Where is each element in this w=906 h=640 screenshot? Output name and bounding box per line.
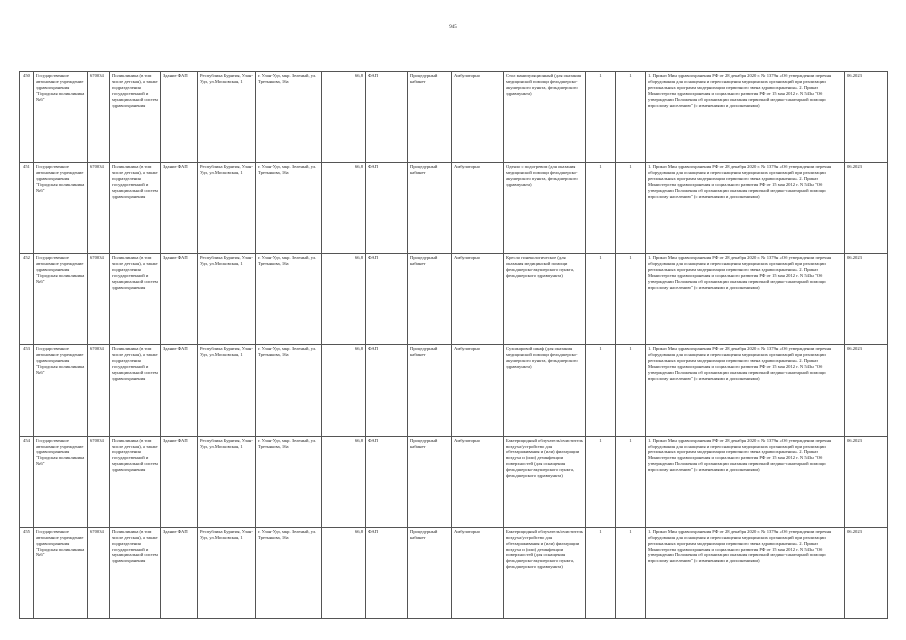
cell-quantity-available: 1 — [616, 436, 646, 527]
cell-address: г. Улан-Удэ, мкр. Зеленый, ул. Третьякова, 16а — [256, 436, 322, 527]
cell-equipment: Бактерицидный облучатель/очиститель воздуха/устройство для обеззараживания и (или) фильтрации воздуха и (или) дезинфекции поверхностей (для оснащения фельдшерско-акушерского пункта, фельдшерского здравпункта) — [504, 527, 586, 618]
cell-organization: Государственное автономное учреждение здравоохранения "Городская поликлиника №6" — [34, 436, 88, 527]
cell-address: г. Улан-Удэ, мкр. Зеленый, ул. Третьякова, 16а — [256, 527, 322, 618]
cell-row-number: 450 — [20, 72, 34, 163]
cell-row-number: 454 — [20, 436, 34, 527]
cell-equipment: Бактерицидный облучатель/очиститель воздуха/устройство для обеззараживания и (или) фильтрации воздуха и (или) дезинфекции поверхностей (для оснащения фельдшерско-акушерского пункта, фельдшерского здравпункта) — [504, 436, 586, 527]
cell-postal-code: 670034 — [88, 527, 110, 618]
cell-room: Процедурный кабинет — [408, 163, 452, 254]
cell-quantity-required: 1 — [586, 254, 616, 345]
cell-location: Республика Бурятия, Улан-Удэ, ул.Московская, 1 — [198, 163, 256, 254]
cell-building: Здание ФАП — [161, 527, 198, 618]
cell-date: 06.2023 — [845, 163, 888, 254]
equipment-register-table — [19, 71, 888, 619]
cell-date: 06.2023 — [845, 527, 888, 618]
cell-area: 66,8 — [322, 254, 366, 345]
cell-equipment: Кресло гинекологическое (для оказания медицинской помощи фельдшерско-акушерского пункта, фельдшерского здравпункта) — [504, 254, 586, 345]
cell-room: Процедурный кабинет — [408, 254, 452, 345]
cell-facility-type: ФАП — [366, 72, 408, 163]
cell-quantity-available: 1 — [616, 254, 646, 345]
cell-quantity-required: 1 — [586, 72, 616, 163]
cell-quantity-available: 1 — [616, 163, 646, 254]
cell-building: Здание ФАП — [161, 163, 198, 254]
cell-service-type: Поликлиника (в том числе детская), а также подразделения государственной и муниципальной систем здравоохранения — [110, 254, 161, 345]
table-row — [20, 72, 888, 163]
cell-organization: Государственное автономное учреждение здравоохранения "Городская поликлиника №6" — [34, 345, 88, 436]
cell-facility-type: ФАП — [366, 345, 408, 436]
cell-legal-basis: 1. Приказ Мин здравоохранения РФ от 28 декабря 2020 г. № 1379н «Об утверждении перечня оборудования для оснащения и переоснащения медицинских организаций при реализации региональных программ модернизации первичного звена здравоохранения». 2. Приказ Министерства здравоохранения и социального развития РФ от 15 мая 2012 г. N 543н "Об утверждении Положения об организации оказания первичной медико-санитарной помощи взрослому населению" (с изменениями и дополнениями) — [646, 527, 845, 618]
cell-service-type: Поликлиника (в том числе детская), а также подразделения государственной и муниципальной систем здравоохранения — [110, 527, 161, 618]
cell-facility-type: ФАП — [366, 527, 408, 618]
cell-service-type: Поликлиника (в том числе детская), а также подразделения государственной и муниципальной систем здравоохранения — [110, 163, 161, 254]
cell-department: Амбулаторно — [452, 72, 504, 163]
cell-location: Республика Бурятия, Улан-Удэ, ул.Московская, 1 — [198, 527, 256, 618]
cell-equipment: Одеяло с подогревом (для оказания медицинской помощи фельдшерско-акушерского пункта, фельдшерского здравпункта) — [504, 163, 586, 254]
cell-quantity-required: 1 — [586, 527, 616, 618]
cell-address: г. Улан-Удэ, мкр. Зеленый, ул. Третьякова, 16а — [256, 72, 322, 163]
cell-address: г. Улан-Удэ, мкр. Зеленый, ул. Третьякова, 16а — [256, 163, 322, 254]
cell-postal-code: 670034 — [88, 163, 110, 254]
cell-postal-code: 670034 — [88, 72, 110, 163]
page-number: 945 — [449, 25, 457, 30]
cell-row-number: 451 — [20, 163, 34, 254]
cell-quantity-required: 1 — [586, 436, 616, 527]
cell-department: Амбулаторно — [452, 436, 504, 527]
cell-date: 06.2023 — [845, 254, 888, 345]
cell-location: Республика Бурятия, Улан-Удэ, ул.Московская, 1 — [198, 436, 256, 527]
cell-service-type: Поликлиника (в том числе детская), а также подразделения государственной и муниципальной систем здравоохранения — [110, 436, 161, 527]
cell-quantity-available: 1 — [616, 345, 646, 436]
cell-room: Процедурный кабинет — [408, 527, 452, 618]
cell-legal-basis: 1. Приказ Мин здравоохранения РФ от 28 декабря 2020 г. № 1379н «Об утверждении перечня оборудования для оснащения и переоснащения медицинских организаций при реализации региональных программ модернизации первичного звена здравоохранения». 2. Приказ Министерства здравоохранения и социального развития РФ от 15 мая 2012 г. N 543н "Об утверждении Положения об организации оказания первичной медико-санитарной помощи взрослому населению" (с изменениями и дополнениями) — [646, 436, 845, 527]
cell-area: 66,8 — [322, 436, 366, 527]
cell-department: Амбулаторно — [452, 254, 504, 345]
cell-legal-basis: 1. Приказ Мин здравоохранения РФ от 28 декабря 2020 г. № 1379н «Об утверждении перечня оборудования для оснащения и переоснащения медицинских организаций при реализации региональных программ модернизации первичного звена здравоохранения». 2. Приказ Министерства здравоохранения и социального развития РФ от 15 мая 2012 г. N 543н "Об утверждении Положения об организации оказания первичной медико-санитарной помощи взрослому населению" (с изменениями и дополнениями) — [646, 254, 845, 345]
cell-service-type: Поликлиника (в том числе детская), а также подразделения государственной и муниципальной систем здравоохранения — [110, 345, 161, 436]
cell-quantity-required: 1 — [586, 163, 616, 254]
cell-address: г. Улан-Удэ, мкр. Зеленый, ул. Третьякова, 16а — [256, 254, 322, 345]
cell-quantity-required: 1 — [586, 345, 616, 436]
cell-postal-code: 670034 — [88, 436, 110, 527]
cell-equipment: Стол манипуляционный (для оказания медицинской помощи фельдшерско-акушерского пункта, фельдшерского здравпункта) — [504, 72, 586, 163]
cell-building: Здание ФАП — [161, 436, 198, 527]
cell-row-number: 453 — [20, 345, 34, 436]
cell-quantity-available: 1 — [616, 527, 646, 618]
cell-quantity-available: 1 — [616, 72, 646, 163]
cell-department: Амбулаторно — [452, 163, 504, 254]
cell-building: Здание ФАП — [161, 345, 198, 436]
cell-area: 66,8 — [322, 345, 366, 436]
cell-facility-type: ФАП — [366, 254, 408, 345]
cell-area: 66,8 — [322, 527, 366, 618]
cell-building: Здание ФАП — [161, 72, 198, 163]
table-row — [20, 436, 888, 527]
table-row — [20, 254, 888, 345]
cell-organization: Государственное автономное учреждение здравоохранения "Городская поликлиника №6" — [34, 163, 88, 254]
cell-date: 06.2023 — [845, 72, 888, 163]
cell-room: Процедурный кабинет — [408, 72, 452, 163]
cell-department: Амбулаторно — [452, 527, 504, 618]
cell-address: г. Улан-Удэ, мкр. Зеленый, ул. Третьякова, 16а — [256, 345, 322, 436]
cell-building: Здание ФАП — [161, 254, 198, 345]
cell-row-number: 455 — [20, 527, 34, 618]
cell-postal-code: 670034 — [88, 345, 110, 436]
cell-postal-code: 670034 — [88, 254, 110, 345]
cell-service-type: Поликлиника (в том числе детская), а также подразделения государственной и муниципальной систем здравоохранения — [110, 72, 161, 163]
table-row — [20, 527, 888, 618]
table-row — [20, 345, 888, 436]
cell-room: Процедурный кабинет — [408, 345, 452, 436]
cell-row-number: 452 — [20, 254, 34, 345]
cell-room: Процедурный кабинет — [408, 436, 452, 527]
cell-legal-basis: 1. Приказ Мин здравоохранения РФ от 28 декабря 2020 г. № 1379н «Об утверждении перечня оборудования для оснащения и переоснащения медицинских организаций при реализации региональных программ модернизации первичного звена здравоохранения». 2. Приказ Министерства здравоохранения и социального развития РФ от 15 мая 2012 г. N 543н "Об утверждении Положения об организации оказания первичной медико-санитарной помощи взрослому населению" (с изменениями и дополнениями) — [646, 345, 845, 436]
cell-location: Республика Бурятия, Улан-Удэ, ул.Московская, 1 — [198, 72, 256, 163]
cell-area: 66,8 — [322, 72, 366, 163]
cell-facility-type: ФАП — [366, 163, 408, 254]
cell-legal-basis: 1. Приказ Мин здравоохранения РФ от 28 декабря 2020 г. № 1379н «Об утверждении перечня оборудования для оснащения и переоснащения медицинских организаций при реализации региональных программ модернизации первичного звена здравоохранения». 2. Приказ Министерства здравоохранения и социального развития РФ от 15 мая 2012 г. N 543н "Об утверждении Положения об организации оказания первичной медико-санитарной помощи взрослому населению" (с изменениями и дополнениями) — [646, 72, 845, 163]
cell-location: Республика Бурятия, Улан-Удэ, ул.Московская, 1 — [198, 345, 256, 436]
cell-department: Амбулаторно — [452, 345, 504, 436]
cell-legal-basis: 1. Приказ Мин здравоохранения РФ от 28 декабря 2020 г. № 1379н «Об утверждении перечня оборудования для оснащения и переоснащения медицинских организаций при реализации региональных программ модернизации первичного звена здравоохранения». 2. Приказ Министерства здравоохранения и социального развития РФ от 15 мая 2012 г. N 543н "Об утверждении Положения об организации оказания первичной медико-санитарной помощи взрослому населению" (с изменениями и дополнениями) — [646, 163, 845, 254]
cell-date: 06.2023 — [845, 436, 888, 527]
cell-organization: Государственное автономное учреждение здравоохранения "Городская поликлиника №6" — [34, 254, 88, 345]
cell-location: Республика Бурятия, Улан-Удэ, ул.Московская, 1 — [198, 254, 256, 345]
cell-organization: Государственное автономное учреждение здравоохранения "Городская поликлиника №6" — [34, 72, 88, 163]
cell-facility-type: ФАП — [366, 436, 408, 527]
cell-equipment: Сухожаровой шкаф (для оказания медицинской помощи фельдшерско-акушерского пункта, фельдшерского здравпункта) — [504, 345, 586, 436]
cell-organization: Государственное автономное учреждение здравоохранения "Городская поликлиника №6" — [34, 527, 88, 618]
table-row — [20, 163, 888, 254]
cell-area: 66,8 — [322, 163, 366, 254]
cell-date: 06.2023 — [845, 345, 888, 436]
